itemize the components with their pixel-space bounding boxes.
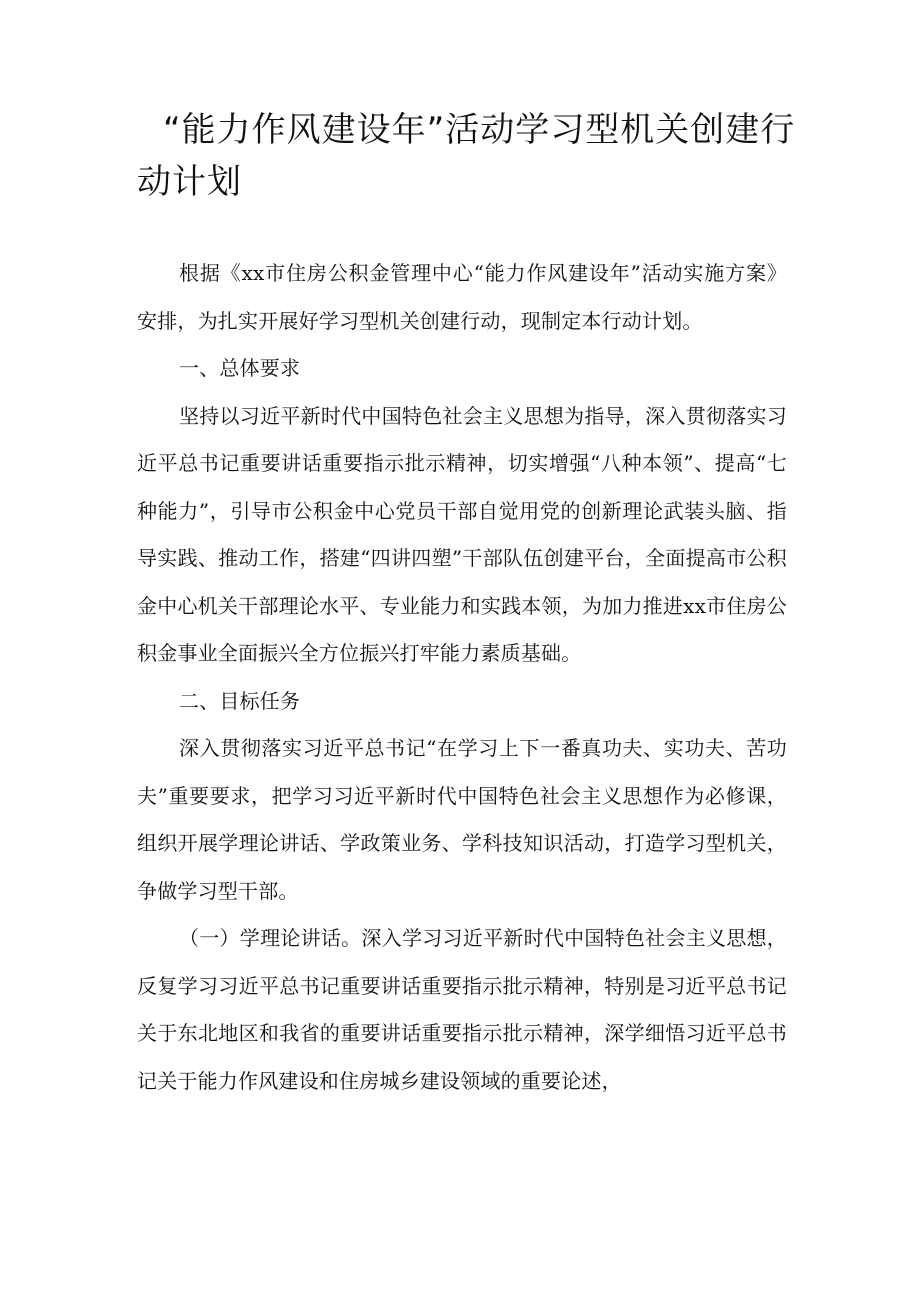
- section-heading-goals-tasks: 二、目标任务: [179, 688, 301, 713]
- paragraph-intro: 根据《xx市住房公积金管理中心“能力作风建设年”活动实施方案》安排，为扎实开展好学习型机关创建行动，现制定本行动计划。: [137, 261, 787, 333]
- paragraph-goals-tasks: 深入贯彻落实习近平总书记“在学习上下一番真功夫、实功夫、苦功夫”重要要求，把学习习近平新时代中国特色社会主义思想作为必修课，组织开展学理论讲话、学政策业务、学科技知识活动，打造学习型机关，争做学习型干部。: [137, 736, 787, 903]
- document-title-text: “能力作风建设年”活动学习型机关创建行动计划: [137, 110, 796, 202]
- section-heading-general-requirements: 一、总体要求: [179, 356, 301, 380]
- paragraph-study-theory: （一）学理论讲话。深入学习习近平新时代中国特色社会主义思想，反复学习习近平总书记重要讲话重要指示批示精神，特别是习近平总书记关于东北地区和我省的重要讲话重要指示批示精神，深学细悟习近平总书记关于能力作风建设和住房城乡建设领域的重要论述，: [137, 926, 787, 1093]
- document-body: [137, 250, 787, 1105]
- document-title: [137, 104, 797, 208]
- paragraph-general-requirements: 坚持以习近平新时代中国特色社会主义思想为指导，深入贯彻落实习近平总书记重要讲话重要指示批示精神，切实增强“八种本领”、提高“七种能力”，引导市公积金中心党员干部自觉用党的创新理论武装头脑、指导实践、推动工作，搭建“四讲四塑”干部队伍创建平台，全面提高市公积金中心机关干部理论水平、专业能力和实践本领，为加力推进xx市住房公积金事业全面振兴全方位振兴打牢能力素质基础。: [137, 403, 787, 665]
